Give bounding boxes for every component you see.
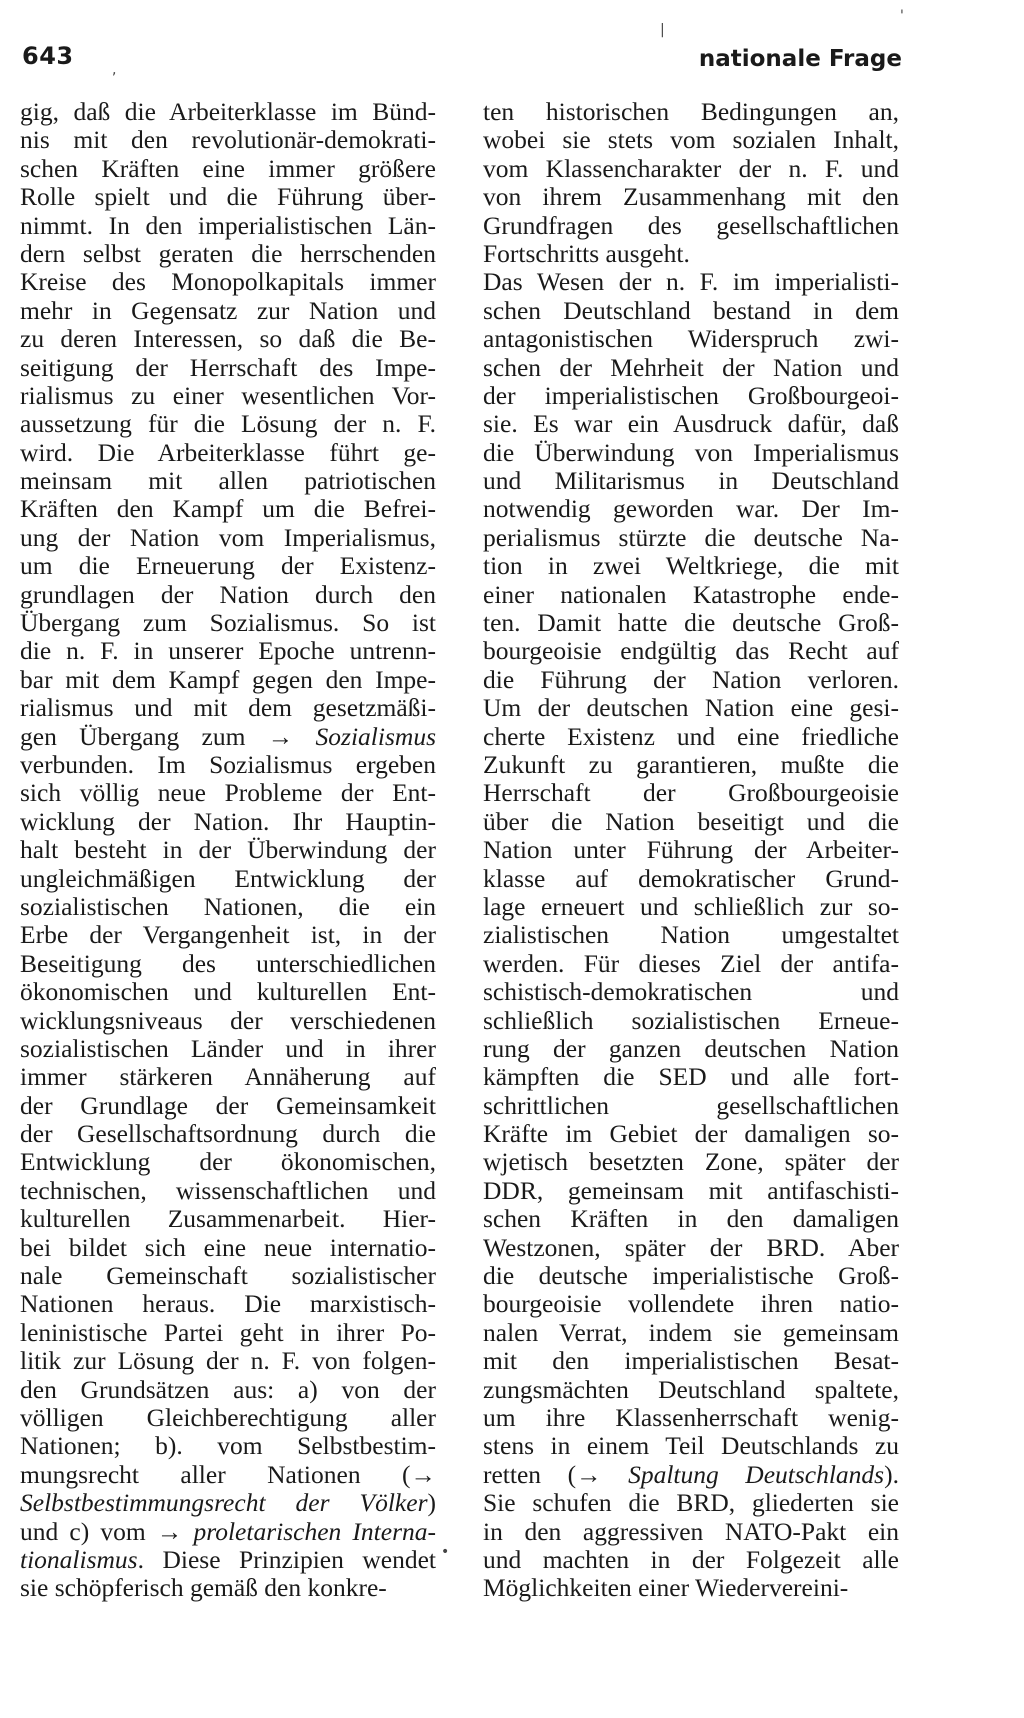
text-segment: um die Erneuerung der Existenz- — [20, 551, 436, 581]
text-segment: antagonistischen Widerspruch zwi- — [483, 324, 899, 354]
text-line — [20, 637, 436, 665]
text-line — [20, 1120, 436, 1148]
text-segment: seitigung der Herrschaft des Impe- — [20, 352, 436, 382]
text-segment: notwendig geworden war. Der Im- — [483, 494, 899, 524]
text-segment: sie. Es war ein Ausdruck dafür, daß — [483, 409, 899, 439]
text-segment: die Führung der Nation verloren. — [483, 664, 899, 694]
text-line — [483, 382, 899, 410]
text-line — [483, 1148, 899, 1176]
text-line — [20, 467, 436, 495]
text-segment: Um der deutschen Nation eine gesi- — [483, 693, 899, 723]
text-line — [20, 836, 436, 864]
text-line — [483, 439, 899, 467]
text-segment: nimmt. In den imperialistischen Län- — [20, 210, 436, 240]
page-number: 643 — [22, 42, 74, 70]
text-segment: ten historischen Bedingungen an, — [483, 97, 899, 126]
text-segment: nis mit den revolutionär-demokrati- — [20, 125, 436, 155]
running-head: nationale Frage — [698, 46, 902, 72]
text-line — [483, 1177, 899, 1205]
text-segment: Herrschaft der Großbourgeoisie — [483, 778, 899, 808]
text-line — [20, 1574, 436, 1602]
text-line — [483, 1262, 899, 1290]
text-segment: DDR, gemeinsam mit antifaschisti- — [483, 1175, 899, 1205]
text-line — [483, 1376, 899, 1404]
text-segment: vom Klassencharakter der n. F. und — [483, 153, 899, 183]
text-segment: sich völlig neue Probleme der Ent- — [20, 778, 436, 808]
text-line — [20, 1262, 436, 1290]
text-line — [483, 467, 899, 495]
text-line — [483, 950, 899, 978]
text-segment: Zukunft zu garantieren, mußte die — [483, 749, 899, 779]
text-line — [483, 1347, 899, 1375]
text-segment: bar mit dem Kampf gegen den Impe- — [20, 664, 436, 694]
text-segment: Nationen; b). vom Selbstbestim- — [20, 1431, 436, 1461]
text-line — [20, 382, 436, 410]
text-segment: bourgeoisie vollendete ihren natio- — [483, 1289, 899, 1319]
text-segment: ökonomischen und kulturellen Ent- — [20, 977, 436, 1007]
text-line — [20, 609, 436, 637]
text-segment: Nation unter Führung der Arbeiter- — [483, 835, 899, 865]
text-segment: der Grundlage der Gemeinsamkeit — [20, 1090, 436, 1120]
text-line — [20, 155, 436, 183]
left-text-column — [20, 98, 436, 1603]
text-line — [20, 495, 436, 523]
text-line — [20, 126, 436, 154]
text-segment: Übergang zum Sozialismus. So ist — [20, 608, 436, 638]
text-line — [20, 808, 436, 836]
text-line — [483, 836, 899, 864]
text-line — [483, 609, 899, 637]
text-segment: zungsmächten Deutschland spaltete, — [483, 1374, 899, 1404]
text-segment: die deutsche imperialistische Groß- — [483, 1261, 899, 1291]
scan-mark: • — [441, 1544, 450, 1560]
text-segment: Kreise des Monopolkapitals immer — [20, 267, 436, 297]
text-line — [20, 1404, 436, 1432]
text-line — [483, 1432, 899, 1460]
text-segment: Erbe der Vergangenheit ist, in der — [20, 920, 436, 950]
text-segment: ten. Damit hatte die deutsche Groß- — [483, 608, 899, 638]
text-segment: perialismus stürzte die deutsche Na- — [483, 522, 899, 552]
text-segment: wobei sie stets vom sozialen Inhalt, — [483, 125, 899, 155]
text-segment: meinsam mit allen patriotischen — [20, 466, 436, 496]
text-line — [483, 1063, 899, 1091]
text-line — [20, 439, 436, 467]
text-segment: gig, daß die Arbeiterklasse im Bünd- — [20, 97, 436, 126]
text-line — [483, 495, 899, 523]
text-line — [483, 183, 899, 211]
text-segment: Rolle spielt und die Führung über- — [20, 182, 436, 212]
text-segment: wicklung der Nation. Ihr Hauptin- — [20, 806, 436, 836]
text-segment: rung der ganzen deutschen Nation — [483, 1033, 899, 1063]
text-segment: sozialistischen Nationen, die ein — [20, 891, 436, 921]
text-line — [483, 98, 899, 126]
text-line — [483, 1546, 899, 1574]
text-segment: tion in zwei Weltkriege, die mit — [483, 551, 899, 581]
text-segment: immer stärkeren Annäherung auf — [20, 1062, 436, 1092]
text-segment: Nationen heraus. Die marxistisch- — [20, 1289, 436, 1319]
text-line — [20, 1319, 436, 1347]
text-line — [483, 325, 899, 353]
text-line — [20, 297, 436, 325]
text-segment: wird. Die Arbeiterklasse führt ge- — [20, 437, 436, 467]
text-line — [483, 1489, 899, 1517]
text-segment: kämpften die SED und alle fort- — [483, 1062, 899, 1092]
text-line — [20, 723, 436, 751]
text-segment: schen Deutschland bestand in dem — [483, 295, 899, 325]
text-segment: ung der Nation vom Imperialismus, — [20, 522, 436, 552]
text-line — [20, 1546, 436, 1574]
text-line — [483, 779, 899, 807]
text-line — [20, 268, 436, 296]
text-line — [20, 552, 436, 580]
text-segment: wicklungsniveaus der verschiedenen — [20, 1005, 436, 1035]
text-segment: die Überwindung von Imperialismus — [483, 437, 899, 467]
text-line — [20, 1376, 436, 1404]
text-segment: mungsrecht aller Nationen (→ — [20, 1459, 436, 1489]
text-segment: Grundfragen des gesellschaftlichen — [483, 210, 899, 240]
text-segment: schistisch-demokratischen und — [483, 977, 899, 1007]
text-segment: der imperialistischen Großbourgeoi- — [483, 380, 899, 410]
text-line — [20, 1461, 436, 1489]
scan-mark: ' — [900, 8, 904, 24]
text-line — [20, 1177, 436, 1205]
text-line — [483, 637, 899, 665]
text-line — [20, 410, 436, 438]
italic-cross-reference: proletarischen Interna- — [193, 1516, 436, 1546]
text-line — [20, 779, 436, 807]
text-line — [483, 268, 899, 296]
text-segment: gen Übergang zum → — [20, 721, 316, 751]
text-segment: völligen Gleichberechtigung aller — [20, 1402, 436, 1432]
text-segment: sozialistischen Länder und in ihrer — [20, 1033, 436, 1063]
text-segment: schen Kräften in den damaligen — [483, 1204, 899, 1234]
text-line — [20, 978, 436, 1006]
text-segment: rialismus und mit dem gesetzmäßi- — [20, 693, 436, 723]
text-segment: mit den imperialistischen Besat- — [483, 1346, 899, 1376]
text-segment: um ihre Klassenherrschaft wenig- — [483, 1402, 899, 1432]
text-line — [20, 950, 436, 978]
text-line — [483, 666, 899, 694]
text-line — [483, 552, 899, 580]
text-line — [20, 581, 436, 609]
text-segment: über die Nation beseitigt und die — [483, 806, 899, 836]
text-segment: schrittlichen gesellschaftlichen — [483, 1090, 899, 1120]
text-segment: und machten in der Folgezeit alle — [483, 1544, 899, 1574]
italic-cross-reference: Spaltung Deutschlands — [628, 1459, 885, 1489]
text-segment: halt besteht in der Überwindung der — [20, 835, 436, 865]
text-line — [20, 1489, 436, 1517]
text-segment: ungleichmäßigen Entwicklung der — [20, 863, 436, 893]
text-line — [483, 212, 899, 240]
text-segment: lage erneuert und schließlich zur so- — [483, 891, 899, 921]
text-segment: der Gesellschaftsordnung durch die — [20, 1119, 436, 1149]
text-line — [20, 1148, 436, 1176]
text-segment: technischen, wissenschaftlichen und — [20, 1175, 436, 1205]
text-segment: wjetisch besetzten Zone, später der — [483, 1147, 899, 1177]
text-line — [483, 1290, 899, 1318]
text-line — [483, 1518, 899, 1546]
text-segment: Fortschritts ausgeht. — [483, 238, 690, 268]
text-segment: schen der Mehrheit der Nation und — [483, 352, 899, 382]
text-segment: verbunden. Im Sozialismus ergeben — [20, 749, 436, 779]
text-line — [483, 1461, 899, 1489]
text-segment: schließlich sozialistischen Erneue- — [483, 1005, 899, 1035]
text-segment: klasse auf demokratischer Grund- — [483, 863, 899, 893]
text-line — [483, 1092, 899, 1120]
text-line — [20, 1007, 436, 1035]
text-segment: mehr in Gegensatz zur Nation und — [20, 295, 436, 325]
text-line — [20, 1347, 436, 1375]
text-segment: und Militarismus in Deutschland — [483, 466, 899, 496]
text-line — [20, 1092, 436, 1120]
text-line — [483, 978, 899, 1006]
text-segment: Möglichkeiten einer Wiedervereini- — [483, 1573, 849, 1603]
text-segment: . Diese Prinzipien wendet — [137, 1544, 436, 1574]
text-segment: den Grundsätzen aus: a) von der — [20, 1374, 436, 1404]
text-segment: ) — [427, 1488, 436, 1518]
text-line — [483, 1120, 899, 1148]
text-line — [20, 921, 436, 949]
text-line — [483, 581, 899, 609]
text-line — [20, 524, 436, 552]
text-line — [483, 1404, 899, 1432]
text-line — [20, 1035, 436, 1063]
text-line — [483, 1319, 899, 1347]
text-line — [483, 921, 899, 949]
text-segment: zu deren Interessen, so daß die Be- — [20, 324, 436, 354]
text-segment: bei bildet sich eine neue internatio- — [20, 1232, 436, 1262]
scan-mark: , — [112, 62, 117, 78]
text-line — [20, 1234, 436, 1262]
text-line — [20, 354, 436, 382]
text-line — [20, 1432, 436, 1460]
text-segment: Beseitigung des unterschiedlichen — [20, 948, 436, 978]
text-segment: Entwicklung der ökonomischen, — [20, 1147, 436, 1177]
text-line — [20, 1290, 436, 1318]
italic-cross-reference: tionalismus — [20, 1544, 138, 1574]
text-segment: nalen Verrat, indem sie gemeinsam — [483, 1317, 899, 1347]
text-line — [20, 183, 436, 211]
text-line — [20, 1205, 436, 1233]
text-line — [20, 325, 436, 353]
text-line — [483, 1035, 899, 1063]
text-line — [20, 1063, 436, 1091]
text-line — [483, 694, 899, 722]
text-segment: dern selbst geraten die herrschenden — [20, 238, 436, 268]
text-line — [483, 808, 899, 836]
text-line — [483, 155, 899, 183]
text-line — [483, 723, 899, 751]
text-line — [483, 1574, 899, 1602]
text-segment: von ihrem Zusammenhang mit den — [483, 182, 899, 212]
text-segment: litik zur Lösung der n. F. von folgen- — [20, 1346, 436, 1376]
text-segment: und c) vom → — [20, 1516, 194, 1546]
text-segment: bourgeoisie endgültig das Recht auf — [483, 636, 899, 666]
text-line — [20, 666, 436, 694]
right-text-column — [483, 98, 899, 1603]
text-segment: kulturellen Zusammenarbeit. Hier- — [20, 1204, 436, 1234]
text-line — [20, 893, 436, 921]
text-line — [20, 98, 436, 126]
text-segment: Das Wesen der n. F. im imperialisti- — [483, 267, 899, 297]
text-segment: werden. Für dieses Ziel der antifa- — [483, 948, 899, 978]
text-line — [483, 865, 899, 893]
italic-cross-reference: Selbstbestimmungsrecht der Völker — [20, 1488, 428, 1518]
text-segment: die n. F. in unserer Epoche untrenn- — [20, 636, 436, 666]
text-line — [483, 410, 899, 438]
text-segment: stens in einem Teil Deutschlands zu — [483, 1431, 899, 1461]
text-line — [483, 297, 899, 325]
text-segment: cherte Existenz und eine friedliche — [483, 721, 899, 751]
text-segment: leninistische Partei geht in ihrer Po- — [20, 1317, 436, 1347]
text-segment: Westzonen, später der BRD. Aber — [483, 1232, 899, 1262]
italic-cross-reference: Sozialismus — [315, 721, 436, 751]
scan-mark: | — [660, 22, 665, 38]
text-segment: grundlagen der Nation durch den — [20, 579, 436, 609]
text-segment: retten (→ — [483, 1459, 629, 1489]
text-segment: sie schöpferisch gemäß den konkre- — [20, 1573, 387, 1603]
text-line — [483, 126, 899, 154]
text-line — [20, 694, 436, 722]
text-line — [20, 212, 436, 240]
text-line — [20, 751, 436, 779]
text-segment: rialismus zu einer wesentlichen Vor- — [20, 380, 436, 410]
text-line — [483, 893, 899, 921]
text-line — [483, 524, 899, 552]
text-segment: Kräfte im Gebiet der damaligen so- — [483, 1119, 899, 1149]
text-segment: einer nationalen Katastrophe ende- — [483, 579, 899, 609]
text-line — [483, 354, 899, 382]
text-line — [483, 1007, 899, 1035]
text-segment: Kräften den Kampf um die Befrei- — [20, 494, 436, 524]
text-segment: Sie schufen die BRD, gliederten sie — [483, 1488, 899, 1518]
text-line — [483, 1205, 899, 1233]
text-segment: schen Kräften eine immer größere — [20, 153, 436, 183]
text-line — [20, 1518, 436, 1546]
text-line — [483, 1234, 899, 1262]
text-line — [20, 240, 436, 268]
text-line — [20, 865, 436, 893]
text-line — [483, 240, 899, 268]
text-line — [483, 751, 899, 779]
text-segment: zialistischen Nation umgestaltet — [483, 920, 899, 950]
text-segment: ). — [884, 1459, 899, 1489]
text-segment: nale Gemeinschaft sozialistischer — [20, 1261, 436, 1291]
text-segment: aussetzung für die Lösung der n. F. — [20, 409, 436, 439]
text-segment: in den aggressiven NATO-Pakt ein — [483, 1516, 899, 1546]
